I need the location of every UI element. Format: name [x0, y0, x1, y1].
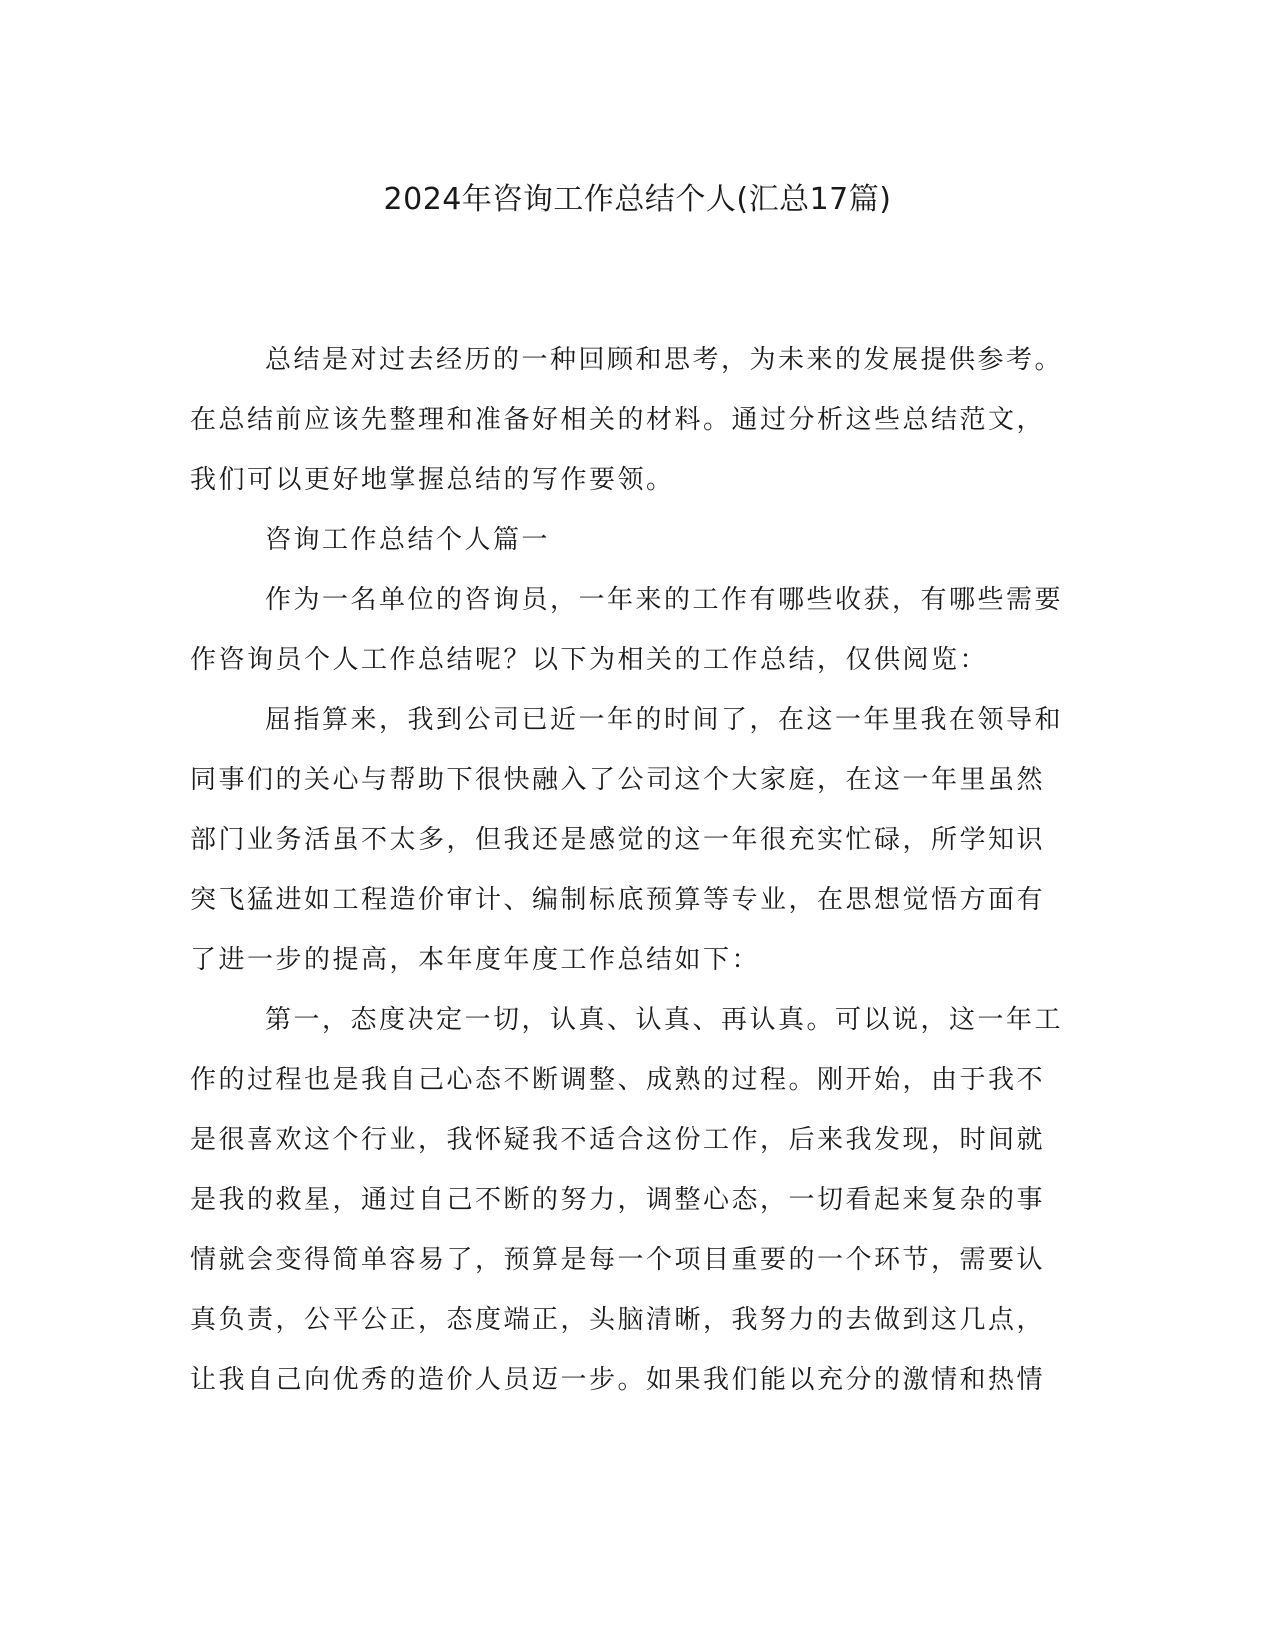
body-line: 在总结前应该先整理和准备好相关的材料。通过分析这些总结范文，: [190, 405, 1046, 435]
body-line: 真负责，公平公正，态度端正，头脑清晰，我努力的去做到这几点，: [190, 1305, 1046, 1335]
document-body: [190, 330, 1080, 1410]
body-line: 情就会变得简单容易了，预算是每一个项目重要的一个环节，需要认: [190, 1245, 1046, 1275]
body-line: 了进一步的提高，本年度年度工作总结如下：: [190, 945, 761, 975]
body-line: 第一，态度决定一切，认真、认真、再认真。可以说，这一年工: [265, 1005, 1064, 1035]
body-line: 作的过程也是我自己心态不断调整、成熟的过程。刚开始，由于我不: [190, 1065, 1046, 1095]
body-line: 屈指算来，我到公司已近一年的时间了，在这一年里我在领导和: [265, 705, 1064, 735]
body-line: 突飞猛进如工程造价审计、编制标底预算等专业，在思想觉悟方面有: [190, 885, 1046, 915]
body-line: 是很喜欢这个行业，我怀疑我不适合这份工作，后来我发现，时间就: [190, 1125, 1046, 1155]
body-line: 让我自己向优秀的造价人员迈一步。如果我们能以充分的激情和热情: [190, 1365, 1046, 1395]
body-line: 总结是对过去经历的一种回顾和思考，为未来的发展提供参考。: [265, 345, 1064, 375]
body-line: 是我的救星，通过自己不断的努力，调整心态，一切看起来复杂的事: [190, 1185, 1046, 1215]
body-line: 作咨询员个人工作总结呢？以下为相关的工作总结，仅供阅览：: [190, 645, 989, 675]
body-line: 部门业务活虽不太多，但我还是感觉的这一年很充实忙碌，所学知识: [190, 825, 1046, 855]
body-line: 作为一名单位的咨询员，一年来的工作有哪些收获，有哪些需要: [265, 585, 1064, 615]
body-line: 同事们的关心与帮助下很快融入了公司这个大家庭，在这一年里虽然: [190, 765, 1046, 795]
body-line: 我们可以更好地掌握总结的写作要领。: [190, 465, 675, 495]
section-heading: 咨询工作总结个人篇一: [265, 525, 551, 555]
document-title: 2024年咨询工作总结个人(汇总17篇): [383, 182, 892, 217]
